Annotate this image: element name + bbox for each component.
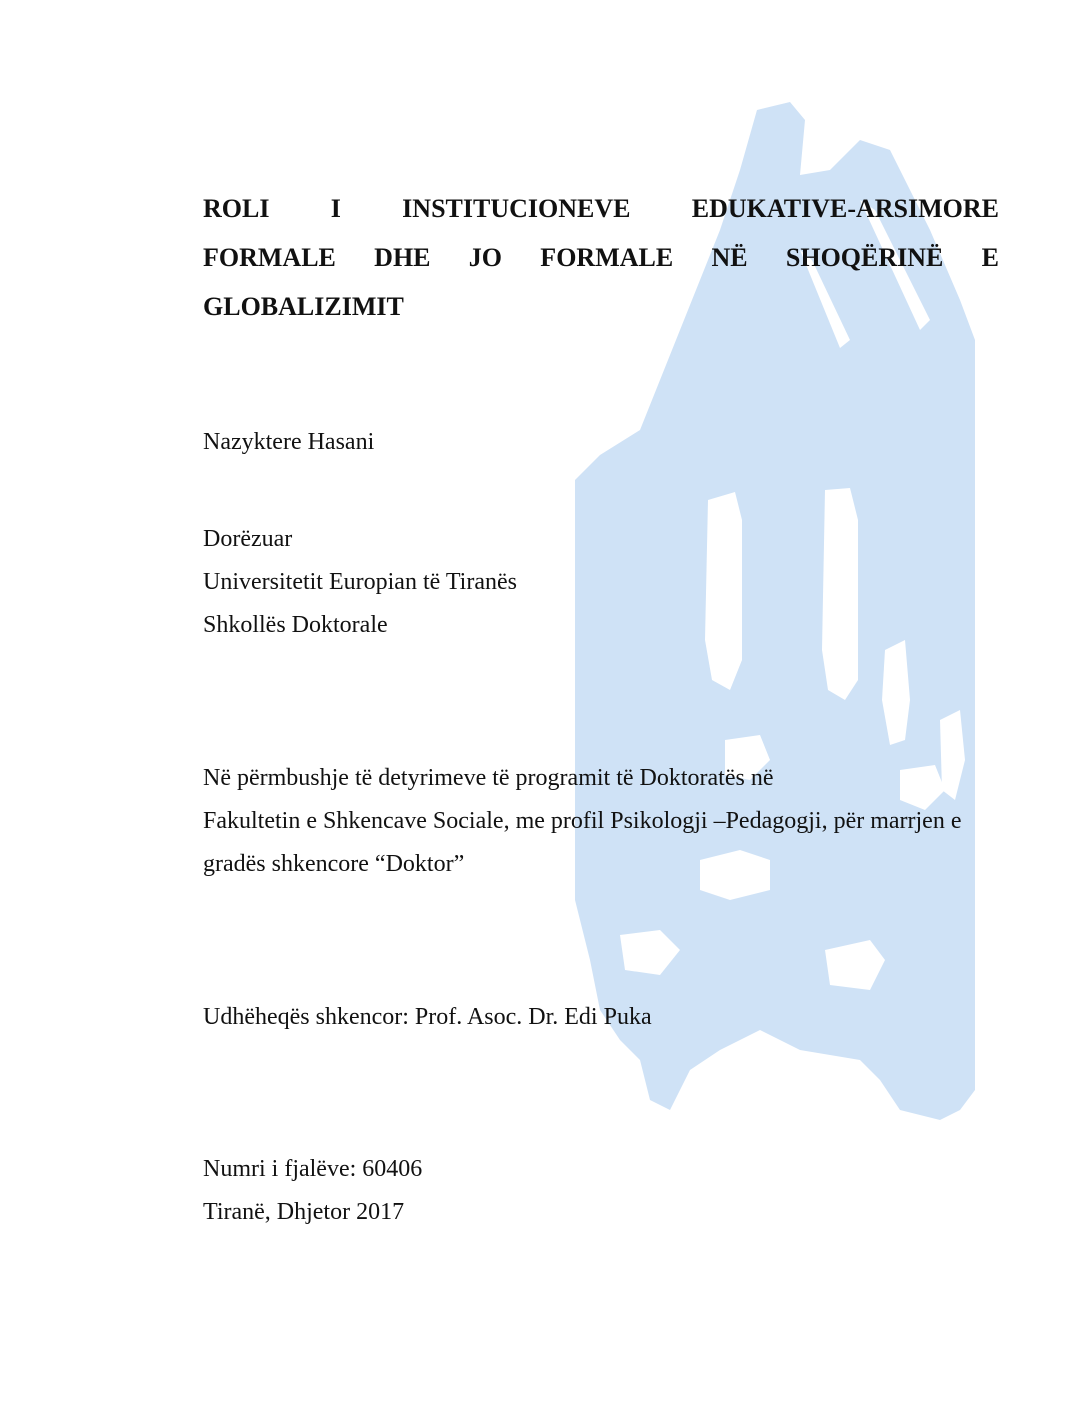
fulfillment-line-2: Fakultetin e Shkencave Sociale, me profil Psikologji –Pedagogji, për marrjen e xyxy=(203,808,962,834)
fulfillment-line-3: gradës shkencore “Doktor” xyxy=(203,851,465,877)
thesis-title xyxy=(203,184,999,331)
doctoral-school: Shkollës Doktorale xyxy=(203,612,388,638)
submitted-label: Dorëzuar xyxy=(203,526,293,552)
place-and-date: Tiranë, Dhjetor 2017 xyxy=(203,1199,405,1225)
title-line-2: FORMALE DHE JO FORMALE NË SHOQËRINË E xyxy=(203,243,999,272)
title-line-1: ROLI I INSTITUCIONEVE EDUKATIVE-ARSIMORE xyxy=(203,194,999,223)
title-line-3: GLOBALIZIMIT xyxy=(203,292,404,321)
author-name: Nazyktere Hasani xyxy=(203,429,375,455)
submission-block xyxy=(203,518,517,647)
supervisor-line: Udhëheqës shkencor: Prof. Asoc. Dr. Edi Puka xyxy=(203,1004,652,1030)
fulfillment-line-1: Në përmbushje të detyrimeve të programit të Doktoratës në xyxy=(203,765,774,791)
footer-block xyxy=(203,1148,422,1234)
university-name: Universitetit Europian të Tiranës xyxy=(203,569,517,595)
word-count: Numri i fjalëve: 60406 xyxy=(203,1156,423,1182)
fulfillment-statement xyxy=(203,757,961,886)
